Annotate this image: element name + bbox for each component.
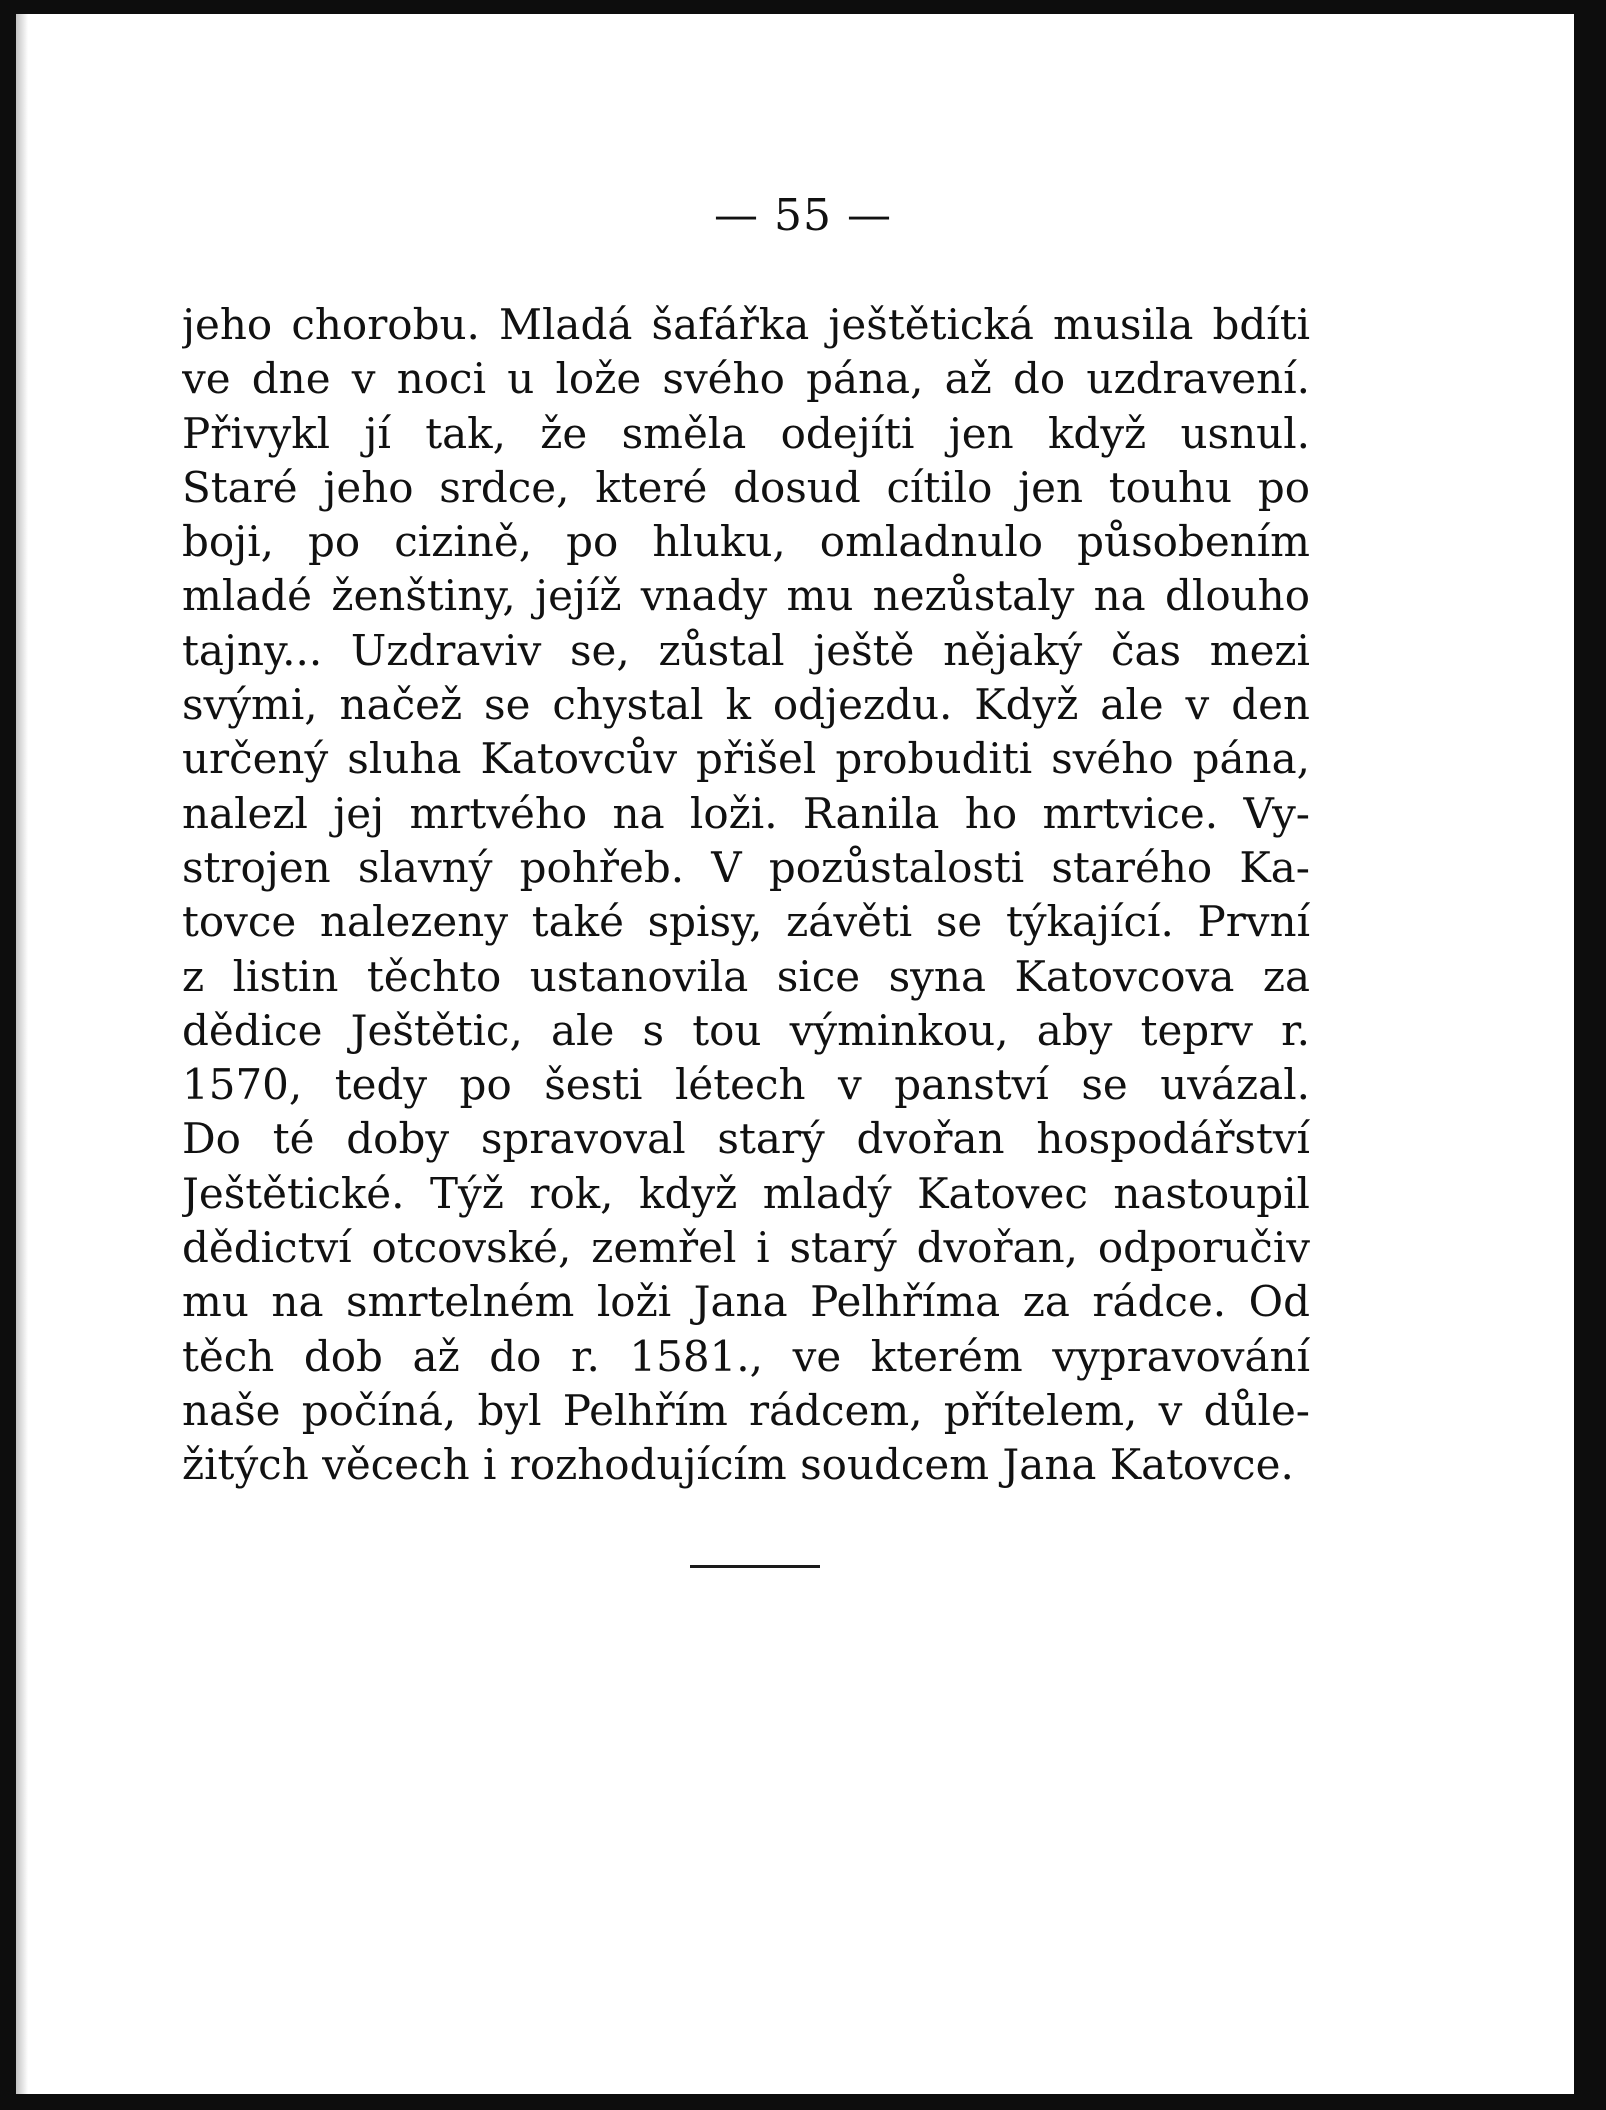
text-line: těch dob až do r. 1581., ve kterém vypravování xyxy=(182,1331,1310,1381)
binding-shadow xyxy=(16,14,28,2094)
end-rule xyxy=(690,1565,820,1568)
text-line: jeho chorobu. Mladá šafářka ještětická musila bdíti xyxy=(182,300,1310,349)
text-line: nalezl jej mrtvého na loži. Ranila ho mrtvice. Vy- xyxy=(182,788,1310,838)
text-line: určený sluha Katovcův přišel probuditi svého pána, xyxy=(182,734,1310,784)
text-line: dědice Ještětic, ale s tou výminkou, aby teprv r. xyxy=(182,1005,1310,1055)
text-line: svými, načež se chystal k odjezdu. Když ale v den xyxy=(182,680,1310,730)
text-line: strojen slavný pohřeb. V pozůstalosti starého Ka- xyxy=(182,842,1310,892)
text-line: dědictví otcovské, zemřel i starý dvořan, odporučiv xyxy=(182,1223,1310,1273)
text-line: 1570, tedy po šesti létech v panství se uvázal. xyxy=(182,1060,1310,1110)
text-line: mladé ženštiny, jejíž vnady mu nezůstaly na dlouho xyxy=(182,571,1310,621)
text-line: mu na smrtelném loži Jana Pelhříma za rádce. Od xyxy=(182,1277,1310,1327)
text-line: Ještětické. Týž rok, když mladý Katovec nastoupil xyxy=(182,1168,1310,1218)
text-line: Staré jeho srdce, které dosud cítilo jen touhu po xyxy=(182,462,1310,512)
text-line: z listin těchto ustanovila sice syna Katovcova za xyxy=(182,951,1310,1001)
page-number: — 55 — xyxy=(714,190,892,241)
text-line: tovce nalezeny také spisy, závěti se týkající. První xyxy=(182,897,1310,947)
text-line: Do té doby spravoval starý dvořan hospodářství xyxy=(182,1114,1310,1164)
text-line: tajny... Uzdraviv se, zůstal ještě nějaký čas mezi xyxy=(182,625,1310,675)
text-line: Přivykl jí tak, že směla odejíti jen když usnul. xyxy=(182,408,1310,458)
text-line: naše počíná, byl Pelhřím rádcem, přítelem, v důle- xyxy=(182,1385,1310,1435)
text-line: boji, po cizině, po hluku, omladnulo působením xyxy=(182,517,1310,567)
text-line: žitých věcech i rozhodujícím soudcem Jana Katovce. xyxy=(182,1440,1294,1490)
body-text xyxy=(182,298,1310,1493)
text-line: ve dne v noci u lože svého pána, až do uzdravení. xyxy=(182,354,1310,404)
